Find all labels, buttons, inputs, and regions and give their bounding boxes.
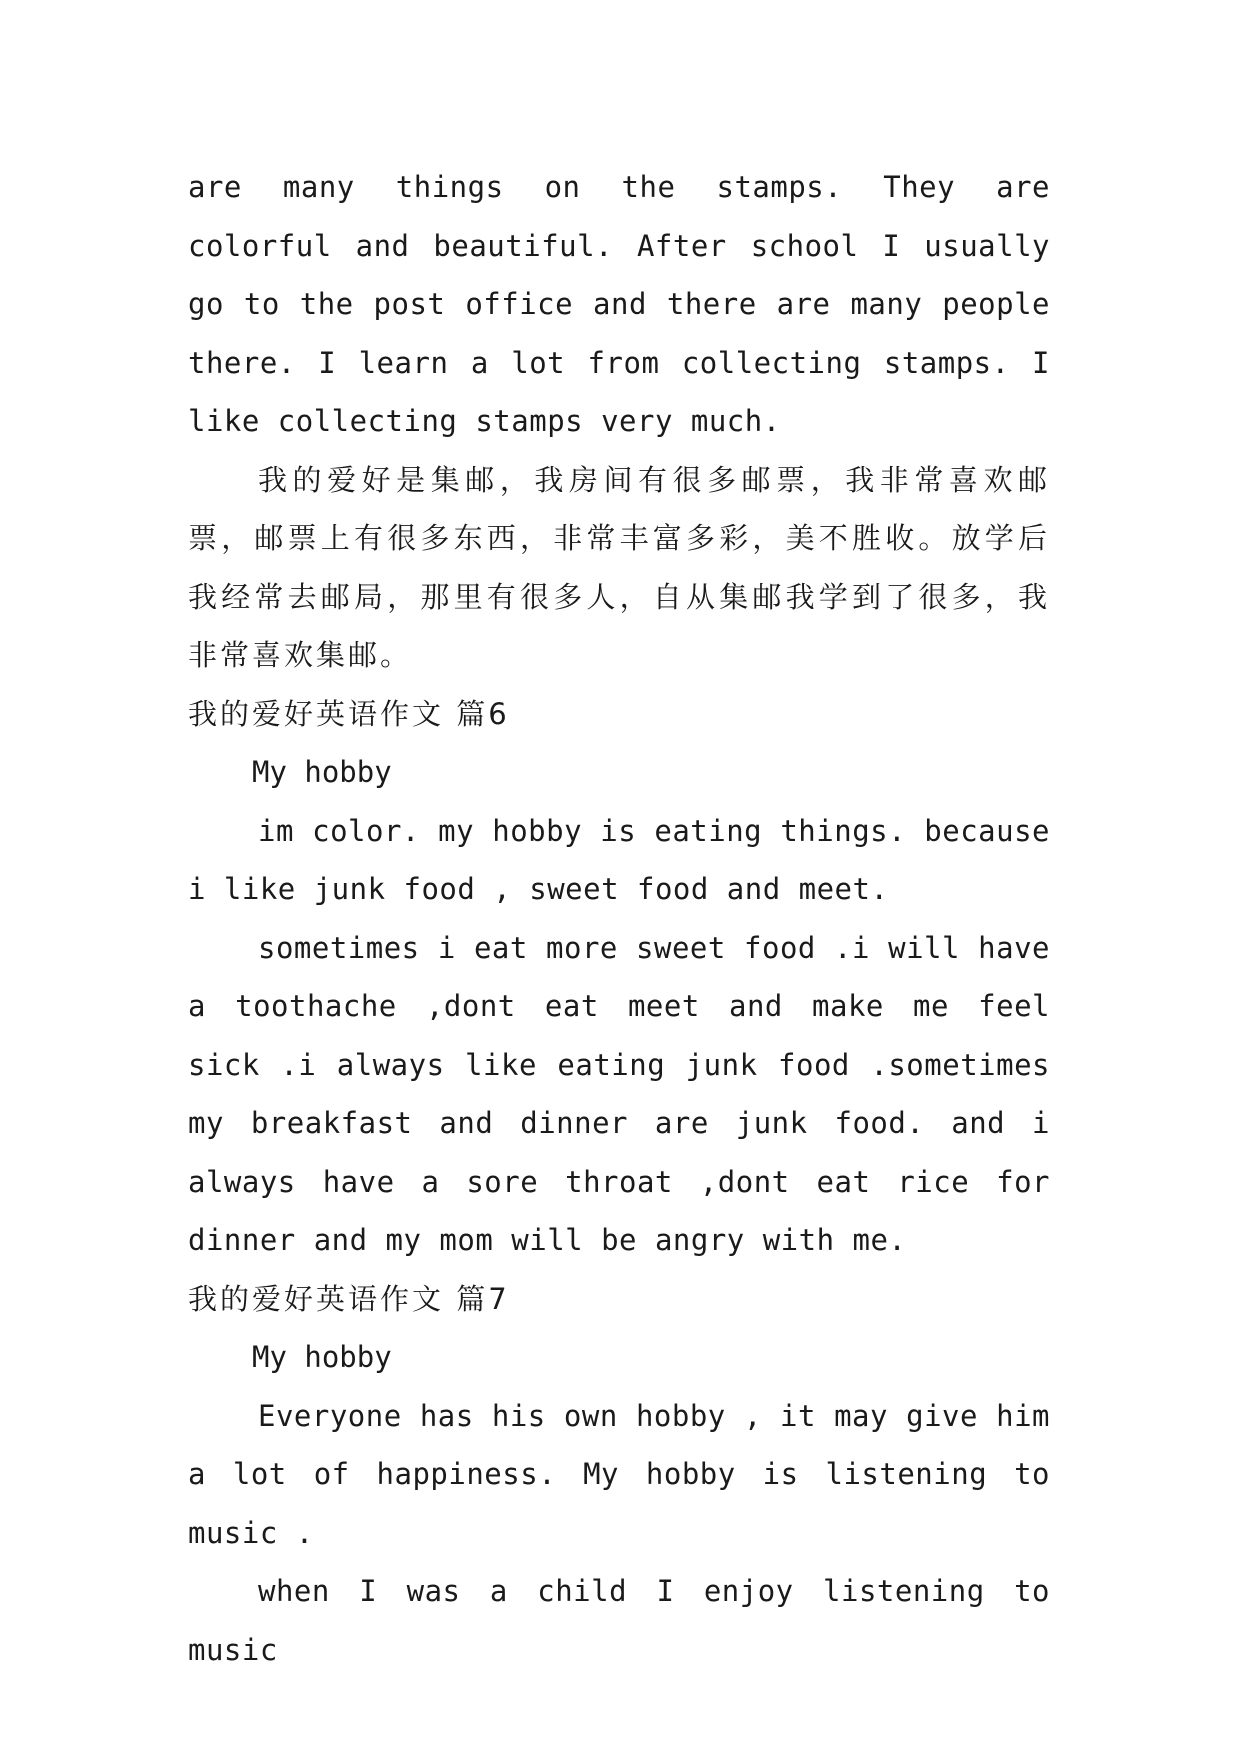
paragraph-eating-intro: im color. my hobby is eating things. because i like junk food , sweet food and meet. xyxy=(188,813,1050,906)
section-heading-7: 我的爱好英语作文 篇7 xyxy=(188,1281,510,1316)
paragraph-eating-body: sometimes i eat more sweet food .i will have a toothache ,dont eat meet and make me feel sick .i always like eating junk food .sometimes my breakfast and dinner are junk food. and i always have a sore throat ,dont eat rice for dinner and my mom will be angry with me. xyxy=(188,930,1050,1257)
paragraph-stamps-chinese: 我的爱好是集邮，我房间有很多邮票，我非常喜欢邮票，邮票上有很多东西，非常丰富多彩，美不胜收。放学后我经常去邮局，那里有很多人，自从集邮我学到了很多，我非常喜欢集邮。 xyxy=(188,462,1050,672)
section-heading-6: 我的爱好英语作文 篇6 xyxy=(188,696,510,731)
paragraph-stamps-english: are many things on the stamps. They are colorful and beautiful. After school I usually go to the post office and there are many people there. I learn a lot from collecting stamps. I like collecting stamps very much. xyxy=(188,170,1050,438)
essay-title-6: My hobby xyxy=(252,755,392,789)
paragraph-music-intro: Everyone has his own hobby , it may give him a lot of happiness. My hobby is listening to music . xyxy=(188,1398,1050,1550)
paragraph-music-body: when I was a child I enjoy listening to music xyxy=(188,1574,1050,1667)
document-body xyxy=(188,158,1050,1679)
essay-title-7: My hobby xyxy=(252,1340,392,1374)
